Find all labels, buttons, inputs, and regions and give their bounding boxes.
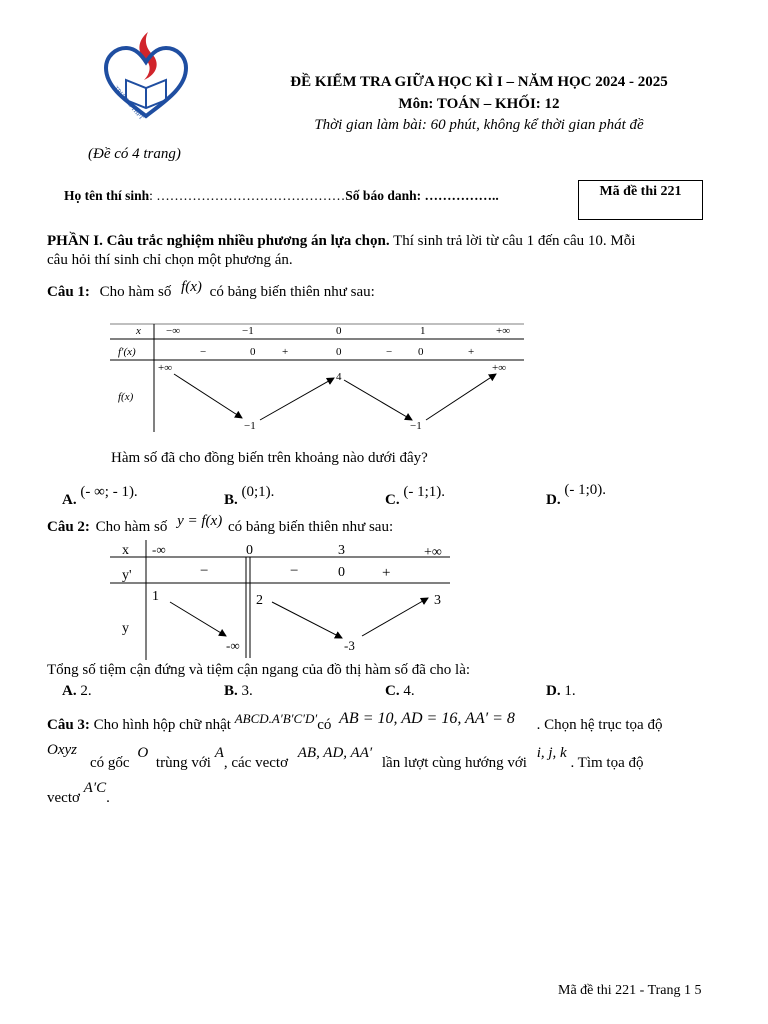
q2-x-val-3: +∞ <box>424 545 442 560</box>
q3-text-c: . Chọn hệ trục tọa độ <box>536 717 663 733</box>
q1-func: f(x) <box>181 279 202 295</box>
q1-f-val-2: 4 <box>336 371 342 383</box>
part1-instruction-2: câu hỏi thí sinh chỉ chọn một phương án. <box>47 252 293 268</box>
q3-text-e: trùng với <box>155 755 211 771</box>
q3-line-3 <box>47 780 110 807</box>
school-logo <box>98 30 194 122</box>
part1-instruction-1: Thí sinh trả lời từ câu 1 đến câu 10. Mỗi <box>389 233 636 249</box>
q2-x-val-0: -∞ <box>152 542 166 557</box>
exam-title: ĐỀ KIỂM TRA GIỮA HỌC KÌ I – NĂM HỌC 2024 - 2025 <box>290 74 668 90</box>
q1-x-val-2: 0 <box>336 325 342 337</box>
q2-question: Tổng số tiệm cận đứng và tiệm cận ngang của đồ thị hàm số đã cho là: <box>47 662 471 678</box>
q1-x-val-0: −∞ <box>166 325 181 337</box>
exam-code-box <box>578 180 703 220</box>
q1-row-f-label: f(x) <box>118 391 134 403</box>
q3-text-g: lần lượt cùng hướng với <box>381 755 527 771</box>
q3-line-2 <box>47 742 77 759</box>
q1-row-x-label: x <box>136 325 141 337</box>
q3-label: Câu 3: <box>47 717 90 733</box>
q1-option-a[interactable] <box>62 484 138 508</box>
q3-dims: AB = 10, AD = 16, AA′ = 8 <box>339 710 515 727</box>
q3-line-1 <box>47 710 663 734</box>
q2-y-val-1: -∞ <box>226 638 240 653</box>
q2-sign-0: − <box>200 563 209 579</box>
part1-instruction <box>47 232 727 270</box>
q1-option-c[interactable] <box>385 484 445 508</box>
q3-text-h: . Tìm tọa độ <box>570 755 644 771</box>
q2-option-b[interactable] <box>224 683 253 700</box>
q2-text-a: Cho hàm số <box>95 519 168 535</box>
q3-point-a: A <box>214 745 224 761</box>
q1-sign-6: + <box>468 346 475 358</box>
q3-text-f: , các vectơ <box>223 755 288 771</box>
q3-text-a: Cho hình hộp chữ nhật <box>93 717 231 733</box>
q2-x-val-2: 3 <box>338 543 345 558</box>
q1-x-val-1: −1 <box>242 325 254 337</box>
q2-text-b: có bảng biến thiên như sau: <box>227 519 394 535</box>
q3-text-j: . <box>106 790 110 806</box>
student-id-field[interactable]: : …………….. <box>416 188 499 203</box>
q1-sign-3: 0 <box>336 346 342 358</box>
q2-sign-1: − <box>290 563 299 579</box>
q1-option-d[interactable] <box>546 482 606 508</box>
q1-option-b-letter: B. <box>224 492 238 508</box>
q2-y-val-2: 2 <box>256 593 263 608</box>
svg-text:TRƯỜNG THPT: TRƯỜNG THPT <box>112 85 144 122</box>
q2-option-a[interactable] <box>62 683 92 700</box>
q1-variation-table <box>108 316 528 436</box>
q2-y-val-4: 3 <box>434 593 441 608</box>
q2-option-c-letter: C. <box>385 683 400 699</box>
q1-x-val-4: +∞ <box>496 325 511 337</box>
q2-func: y = f(x) <box>177 513 223 529</box>
q1-row-fp-label: f′(x) <box>118 346 136 358</box>
q1-option-d-value: (- 1;0). <box>564 482 606 498</box>
student-id-label: Số báo danh <box>345 188 417 203</box>
q2-option-c-value: 4. <box>403 683 415 699</box>
q2-option-c[interactable] <box>385 683 415 700</box>
q3-text-b: có <box>317 717 332 733</box>
q1-f-val-4: +∞ <box>492 362 507 374</box>
student-name-field[interactable]: : …………………………………… <box>149 188 346 203</box>
q1-stem <box>47 279 375 301</box>
q3-units: i, j, k <box>536 745 567 761</box>
q2-option-b-letter: B. <box>224 683 238 699</box>
q1-sign-4: − <box>386 346 393 358</box>
part1-title: PHẦN I. Câu trắc nghiệm nhiều phương án lựa chọn. <box>47 233 390 249</box>
q2-option-a-value: 2. <box>80 683 92 699</box>
q3-box-name: ABCD.A′B′C′D′ <box>234 711 318 726</box>
q1-sign-2: + <box>282 346 289 358</box>
q1-label: Câu 1: <box>47 284 90 300</box>
q2-row-y-label: y <box>122 621 129 636</box>
page-footer: Mã đề thi 221 - Trang 1 5 <box>558 983 702 998</box>
q1-sign-1: 0 <box>250 346 256 358</box>
q2-y-val-0: 1 <box>152 589 159 604</box>
q3-text-d: có gốc <box>90 755 130 771</box>
q3-vectors: AB, AD, AA′ <box>297 745 373 761</box>
q2-option-d-letter: D. <box>546 683 561 699</box>
q3-line-2b <box>90 745 644 772</box>
q1-text-b: có bảng biến thiên như sau: <box>209 284 375 300</box>
q3-target: A′C <box>83 780 107 796</box>
q1-option-c-value: (- 1;1). <box>403 484 445 500</box>
q2-sign-3: + <box>382 565 391 581</box>
q1-question: Hàm số đã cho đồng biến trên khoảng nào dưới đây? <box>111 450 428 466</box>
q3-origin: O <box>137 745 149 761</box>
q1-option-a-value: (- ∞; - 1). <box>80 484 138 500</box>
q2-variation-table <box>108 538 454 662</box>
school-logo-icon <box>98 30 194 122</box>
pages-note: (Đề có 4 trang) <box>88 146 181 162</box>
q3-text-i: vectơ <box>47 790 80 806</box>
q2-row-yp-label: y' <box>122 568 132 583</box>
q1-option-b[interactable] <box>224 484 275 508</box>
q2-x-val-1: 0 <box>246 543 253 558</box>
q2-row-x-label: x <box>122 543 129 558</box>
q2-option-d-value: 1. <box>564 683 576 699</box>
q1-option-b-value: (0;1). <box>241 484 275 500</box>
q3-oxyz: Oxyz <box>47 742 77 758</box>
q2-y-val-3: -3 <box>344 638 355 653</box>
q1-f-val-0: +∞ <box>158 362 173 374</box>
exam-code-label: Mã đề thi 221 <box>599 184 682 199</box>
student-info-line <box>64 188 499 204</box>
q1-f-val-3: −1 <box>410 420 422 432</box>
q2-sign-2: 0 <box>338 565 345 580</box>
q1-text-a: Cho hàm số <box>99 284 172 300</box>
q1-sign-0: − <box>200 346 207 358</box>
q1-x-val-3: 1 <box>420 325 426 337</box>
q2-label: Câu 2: <box>47 519 90 535</box>
q1-option-c-letter: C. <box>385 492 400 508</box>
q2-option-a-letter: A. <box>62 683 77 699</box>
q1-sign-5: 0 <box>418 346 424 358</box>
q1-option-a-letter: A. <box>62 492 77 508</box>
student-name-label: Họ tên thí sinh <box>64 188 150 203</box>
exam-subject: Môn: TOÁN – KHỐI: 12 <box>398 96 560 112</box>
q2-option-b-value: 3. <box>241 683 253 699</box>
exam-duration: Thời gian làm bài: 60 phút, không kể thời gian phát đề <box>314 117 644 133</box>
q2-stem <box>47 513 394 536</box>
q1-option-d-letter: D. <box>546 492 561 508</box>
q2-option-d[interactable] <box>546 683 576 700</box>
q1-f-val-1: −1 <box>244 420 256 432</box>
